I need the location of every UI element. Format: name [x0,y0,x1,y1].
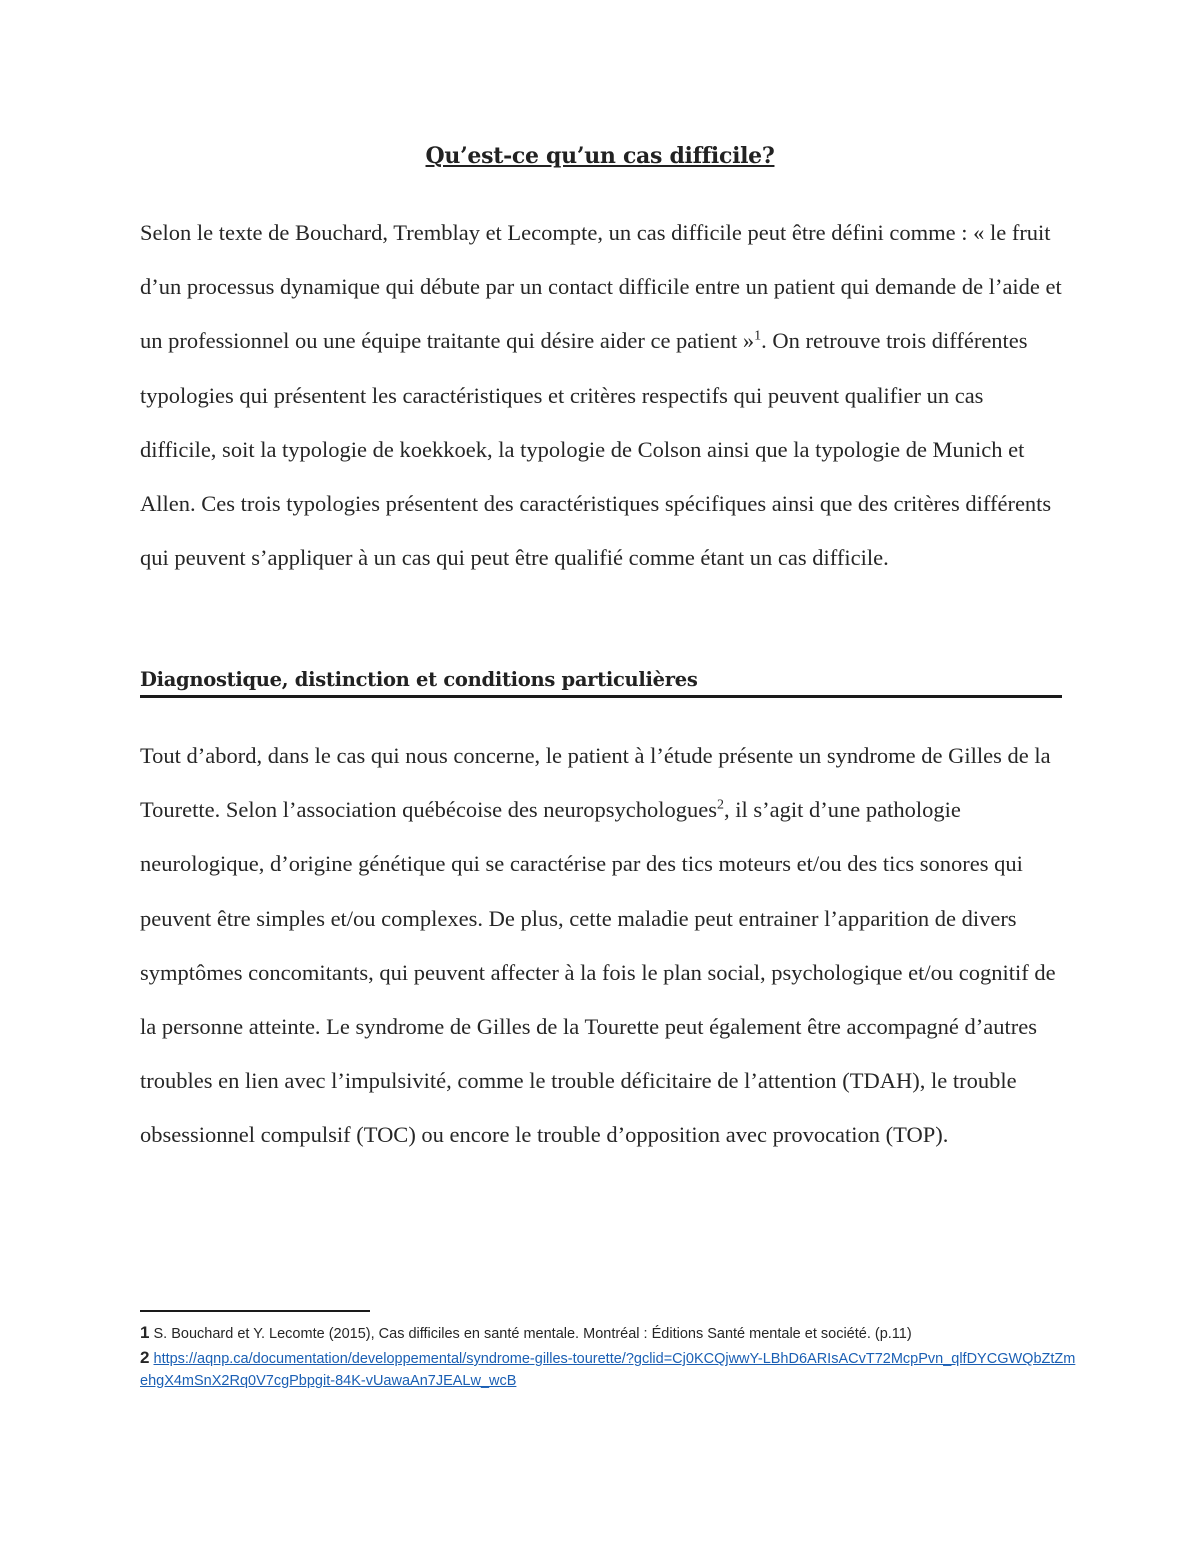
footnote-separator [140,1310,370,1312]
paragraph-diagnostic-text-continued: , il s’agit d’une pathologie neurologique, d’origine génétique qui se caractérise par des tics moteurs et/ou des tics sonores qui peuvent être simples et/ou complexes. De plus, cette maladie peut entrainer l’apparition de divers symptômes concomitants, qui peuvent affecter à la fois le plan social, psychologique et/ou cognitif de la personne atteinte. Le syndrome de Gilles de la Tourette peut également être accompagné d’autres troubles en lien avec l’impulsivité, comme le trouble déficitaire de l’attention (TDAH), le trouble obsessionnel compulsif (TOC) ou encore le trouble d’opposition avec provocation (TOP). [140,797,1056,1148]
footnote-1 [140,1322,1080,1345]
footnote-number-1: 1 [140,1323,150,1342]
footnote-2 [140,1347,1080,1392]
paragraph-intro-text: Selon le texte de Bouchard, Tremblay et Lecompte, un cas difficile peut être défini comme : « le fruit d’un processus dynamique qui débute par un contact difficile entre un patient qui demande de l’aide et un professionnel ou une équipe traitante qui désire aider ce patient » [140,220,1062,354]
footnote-ref-1[interactable]: 1 [754,328,762,344]
footnote-text-1: S. Bouchard et Y. Lecomte (2015), Cas difficiles en santé mentale. Montréal : Éditions Santé mentale et société. (p.11) [153,1326,912,1342]
paragraph-diagnostic-text: Tout d’abord, dans le cas qui nous concerne, le patient à l’étude présente un syndrome de Gilles de la Tourette. Selon l’association québécoise des neuropsychologues [140,743,1051,823]
footnote-number-2: 2 [140,1348,150,1367]
footnote-link-2[interactable]: https://aqnp.ca/documentation/developpemental/syndrome-gilles-tourette/?gclid=Cj0KCQjwwY-LBhD6ARIsACvT72McpPvn_qlfDYCGWQbZtZmehgX4mSnX2Rq0V7cgPbpgit-84K-vUawaAn7JEALw_wcB [140,1351,1076,1389]
footnote-ref-2[interactable]: 2 [717,797,725,813]
paragraph-intro [140,206,1065,585]
section-heading: Diagnostique, distinction et conditions particulières [140,665,1062,698]
paragraph-intro-text-continued: . On retrouve trois différentes typologies qui présentent les caractéristiques et critères respectifs qui peuvent qualifier un cas difficile, soit la typologie de koekkoek, la typologie de Colson ainsi que la typologie de Munich et Allen. Ces trois typologies présentent des caractéristiques spécifiques ainsi que des critères différents qui peuvent s’appliquer à un cas qui peut être qualifié comme étant un cas difficile. [140,328,1052,571]
page-title: Qu’est-ce qu’un cas difficile? [425,143,775,169]
paragraph-diagnostic [140,729,1065,1163]
